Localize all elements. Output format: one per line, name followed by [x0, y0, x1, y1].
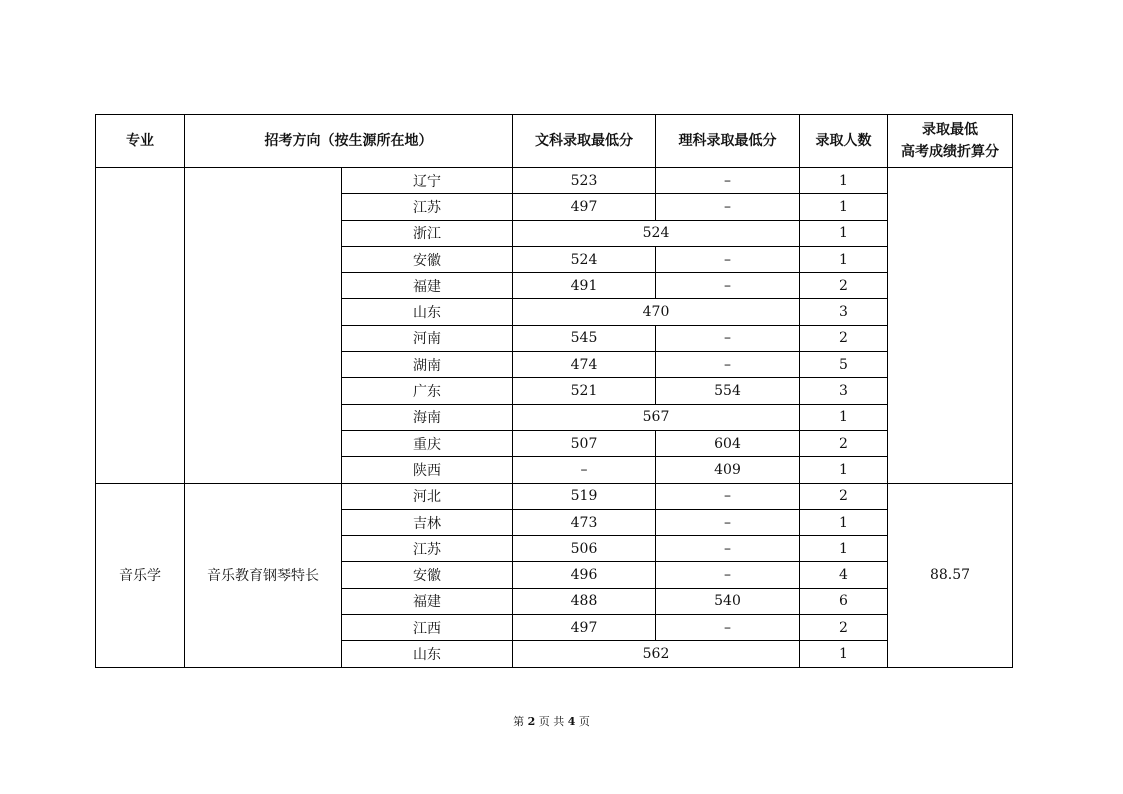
province-cell: 广东: [342, 378, 513, 404]
province-cell: 安徽: [342, 246, 513, 272]
header-score-line2: 高考成绩折算分: [901, 144, 999, 160]
science-min-cell: 604: [656, 430, 800, 456]
count-cell: 1: [800, 509, 888, 535]
province-cell: 重庆: [342, 430, 513, 456]
province-cell: 江苏: [342, 194, 513, 220]
province-cell: 湖南: [342, 352, 513, 378]
converted-score-cell: 88.57: [888, 483, 1013, 667]
header-row: [96, 115, 1013, 168]
province-cell: 福建: [342, 588, 513, 614]
table-row: [96, 168, 1013, 194]
header-score-line1: 录取最低: [922, 122, 978, 138]
arts-min-cell: 506: [513, 536, 656, 562]
major-cell: 音乐学: [96, 483, 185, 667]
arts-min-cell: 491: [513, 273, 656, 299]
province-cell: 海南: [342, 404, 513, 430]
arts-min-cell: 488: [513, 588, 656, 614]
science-min-cell: –: [656, 509, 800, 535]
science-min-cell: –: [656, 246, 800, 272]
province-cell: 山东: [342, 641, 513, 667]
header-count: 录取人数: [800, 115, 888, 168]
count-cell: 3: [800, 378, 888, 404]
header-arts-min: 文科录取最低分: [513, 115, 656, 168]
direction-cell: 音乐教育钢琴特长: [185, 483, 342, 667]
count-cell: 1: [800, 220, 888, 246]
arts-min-cell: 545: [513, 325, 656, 351]
arts-min-cell: 524: [513, 246, 656, 272]
admission-table: [95, 114, 1013, 668]
province-cell: 河南: [342, 325, 513, 351]
direction-cell: [185, 168, 342, 484]
count-cell: 4: [800, 562, 888, 588]
province-cell: 山东: [342, 299, 513, 325]
arts-min-cell: 521: [513, 378, 656, 404]
science-min-cell: –: [656, 325, 800, 351]
header-science-min: 理科录取最低分: [656, 115, 800, 168]
province-cell: 江苏: [342, 536, 513, 562]
table-body: [96, 168, 1013, 668]
arts-min-cell: 507: [513, 430, 656, 456]
science-min-cell: –: [656, 273, 800, 299]
arts-min-cell: 519: [513, 483, 656, 509]
arts-min-cell: 496: [513, 562, 656, 588]
footer-prefix: 第: [513, 715, 525, 728]
science-min-cell: –: [656, 615, 800, 641]
header-converted-score: [888, 115, 1013, 168]
arts-min-cell: 474: [513, 352, 656, 378]
merged-min-score-cell: 470: [513, 299, 800, 325]
count-cell: 6: [800, 588, 888, 614]
science-min-cell: 540: [656, 588, 800, 614]
science-min-cell: –: [656, 168, 800, 194]
count-cell: 1: [800, 457, 888, 483]
count-cell: 3: [800, 299, 888, 325]
count-cell: 2: [800, 325, 888, 351]
count-cell: 1: [800, 641, 888, 667]
merged-min-score-cell: 567: [513, 404, 800, 430]
count-cell: 1: [800, 536, 888, 562]
current-page: 2: [527, 715, 536, 728]
count-cell: 1: [800, 246, 888, 272]
province-cell: 河北: [342, 483, 513, 509]
province-cell: 安徽: [342, 562, 513, 588]
converted-score-cell: [888, 168, 1013, 484]
science-min-cell: –: [656, 536, 800, 562]
science-min-cell: 409: [656, 457, 800, 483]
major-cell: [96, 168, 185, 484]
count-cell: 2: [800, 483, 888, 509]
count-cell: 2: [800, 615, 888, 641]
province-cell: 江西: [342, 615, 513, 641]
arts-min-cell: –: [513, 457, 656, 483]
count-cell: 5: [800, 352, 888, 378]
count-cell: 2: [800, 273, 888, 299]
total-pages: 4: [567, 715, 576, 728]
count-cell: 1: [800, 194, 888, 220]
footer-mid: 页 共: [538, 715, 565, 728]
merged-min-score-cell: 524: [513, 220, 800, 246]
science-min-cell: –: [656, 483, 800, 509]
arts-min-cell: 497: [513, 194, 656, 220]
science-min-cell: –: [656, 562, 800, 588]
arts-min-cell: 523: [513, 168, 656, 194]
page-footer: [0, 713, 1103, 729]
header-direction: 招考方向（按生源所在地）: [185, 115, 513, 168]
science-min-cell: –: [656, 352, 800, 378]
arts-min-cell: 473: [513, 509, 656, 535]
merged-min-score-cell: 562: [513, 641, 800, 667]
province-cell: 吉林: [342, 509, 513, 535]
province-cell: 辽宁: [342, 168, 513, 194]
arts-min-cell: 497: [513, 615, 656, 641]
science-min-cell: –: [656, 194, 800, 220]
footer-suffix: 页: [578, 715, 590, 728]
province-cell: 浙江: [342, 220, 513, 246]
count-cell: 1: [800, 404, 888, 430]
count-cell: 2: [800, 430, 888, 456]
table-row: [96, 483, 1013, 509]
province-cell: 陕西: [342, 457, 513, 483]
count-cell: 1: [800, 168, 888, 194]
province-cell: 福建: [342, 273, 513, 299]
header-major: 专业: [96, 115, 185, 168]
science-min-cell: 554: [656, 378, 800, 404]
